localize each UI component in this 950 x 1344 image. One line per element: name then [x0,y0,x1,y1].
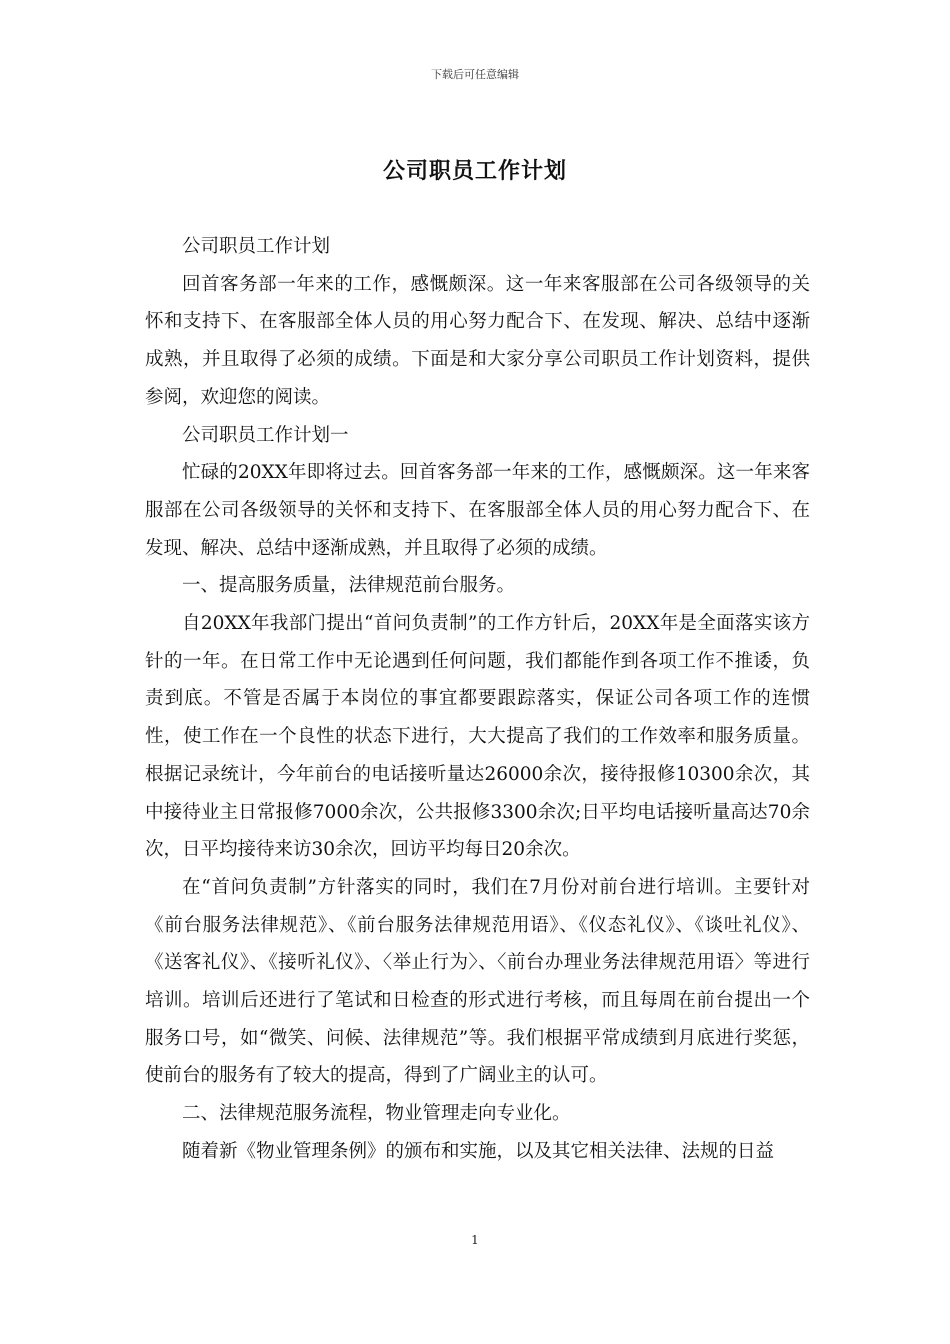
header-note: 下载后可任意编辑 [431,68,519,81]
paragraph-opening: 忙碌的20XX年即将过去。回首客务部一年来的工作，感慨颇深。这一年来客服部在公司各级领导的关怀和支持下、在客服部全体人员的用心努力配合下、在发现、解决、总结中逐渐成熟，并且取得了必须的成绩。 [145,462,810,559]
paragraph-intro: 回首客务部一年来的工作，感慨颇深。这一年来客服部在公司各级领导的关怀和支持下、在客服部全体人员的用心努力配合下、在发现、解决、总结中逐渐成熟，并且取得了必须的成绩。下面是和大家分享公司职员工作计划资料，提供参阅，欢迎您的阅读。 [145,273,810,408]
paragraph-training: 在“首问负责制”方针落实的同时，我们在7月份对前台进行培训。主要针对《前台服务法律规范》、《前台服务法律规范用语》、《仪态礼仪》、《谈吐礼仪》、《送客礼仪》、《接听礼仪》、〈举止行为〉、〈前台办理业务法律规范用语〉等进行培训。培训后还进行了笔试和日检查的形式进行考核，而且每周在前台提出一个服务口号，如“微笑、问候、法律规范”等。我们根据平常成绩到月底进行奖惩，使前台的服务有了较大的提高，得到了广阔业主的认可。 [145,876,810,1087]
document-body [145,228,810,1171]
paragraph-heading-two: 二、法律规范服务流程，物业管理走向专业化。 [182,1103,571,1125]
page-number: 1 [471,1233,479,1247]
paragraph-subtitle: 公司职员工作计划 [182,236,331,257]
paragraph-regulations: 随着新《物业管理条例》的颁布和实施，以及其它相关法律、法规的日益 [182,1140,775,1162]
document-title: 公司职员工作计划 [382,158,567,184]
paragraph-first-responsibility: 自20XX年我部门提出“首问负责制”的工作方针后，20XX年是全面落实该方针的一年。在日常工作中无论遇到任何问题，我们都能作到各项工作不推诿，负责到底。不管是否属于本岗位的事宜都要跟踪落实，保证公司各项工作的连惯性，使工作在一个良性的状态下进行，大大提高了我们的工作效率和服务质量。根据记录统计，今年前台的电话接听量达26000余次，接待报修10300余次，其中接待业主日常报修7000余次，公共报修3300余次;日平均电话接听量高达70余次，日平均接待来访30余次，回访平均每日20余次。 [145,613,810,861]
paragraph-heading-one: 一、提高服务质量，法律规范前台服务。 [182,575,516,597]
paragraph-section-heading: 公司职员工作计划一 [182,424,349,446]
